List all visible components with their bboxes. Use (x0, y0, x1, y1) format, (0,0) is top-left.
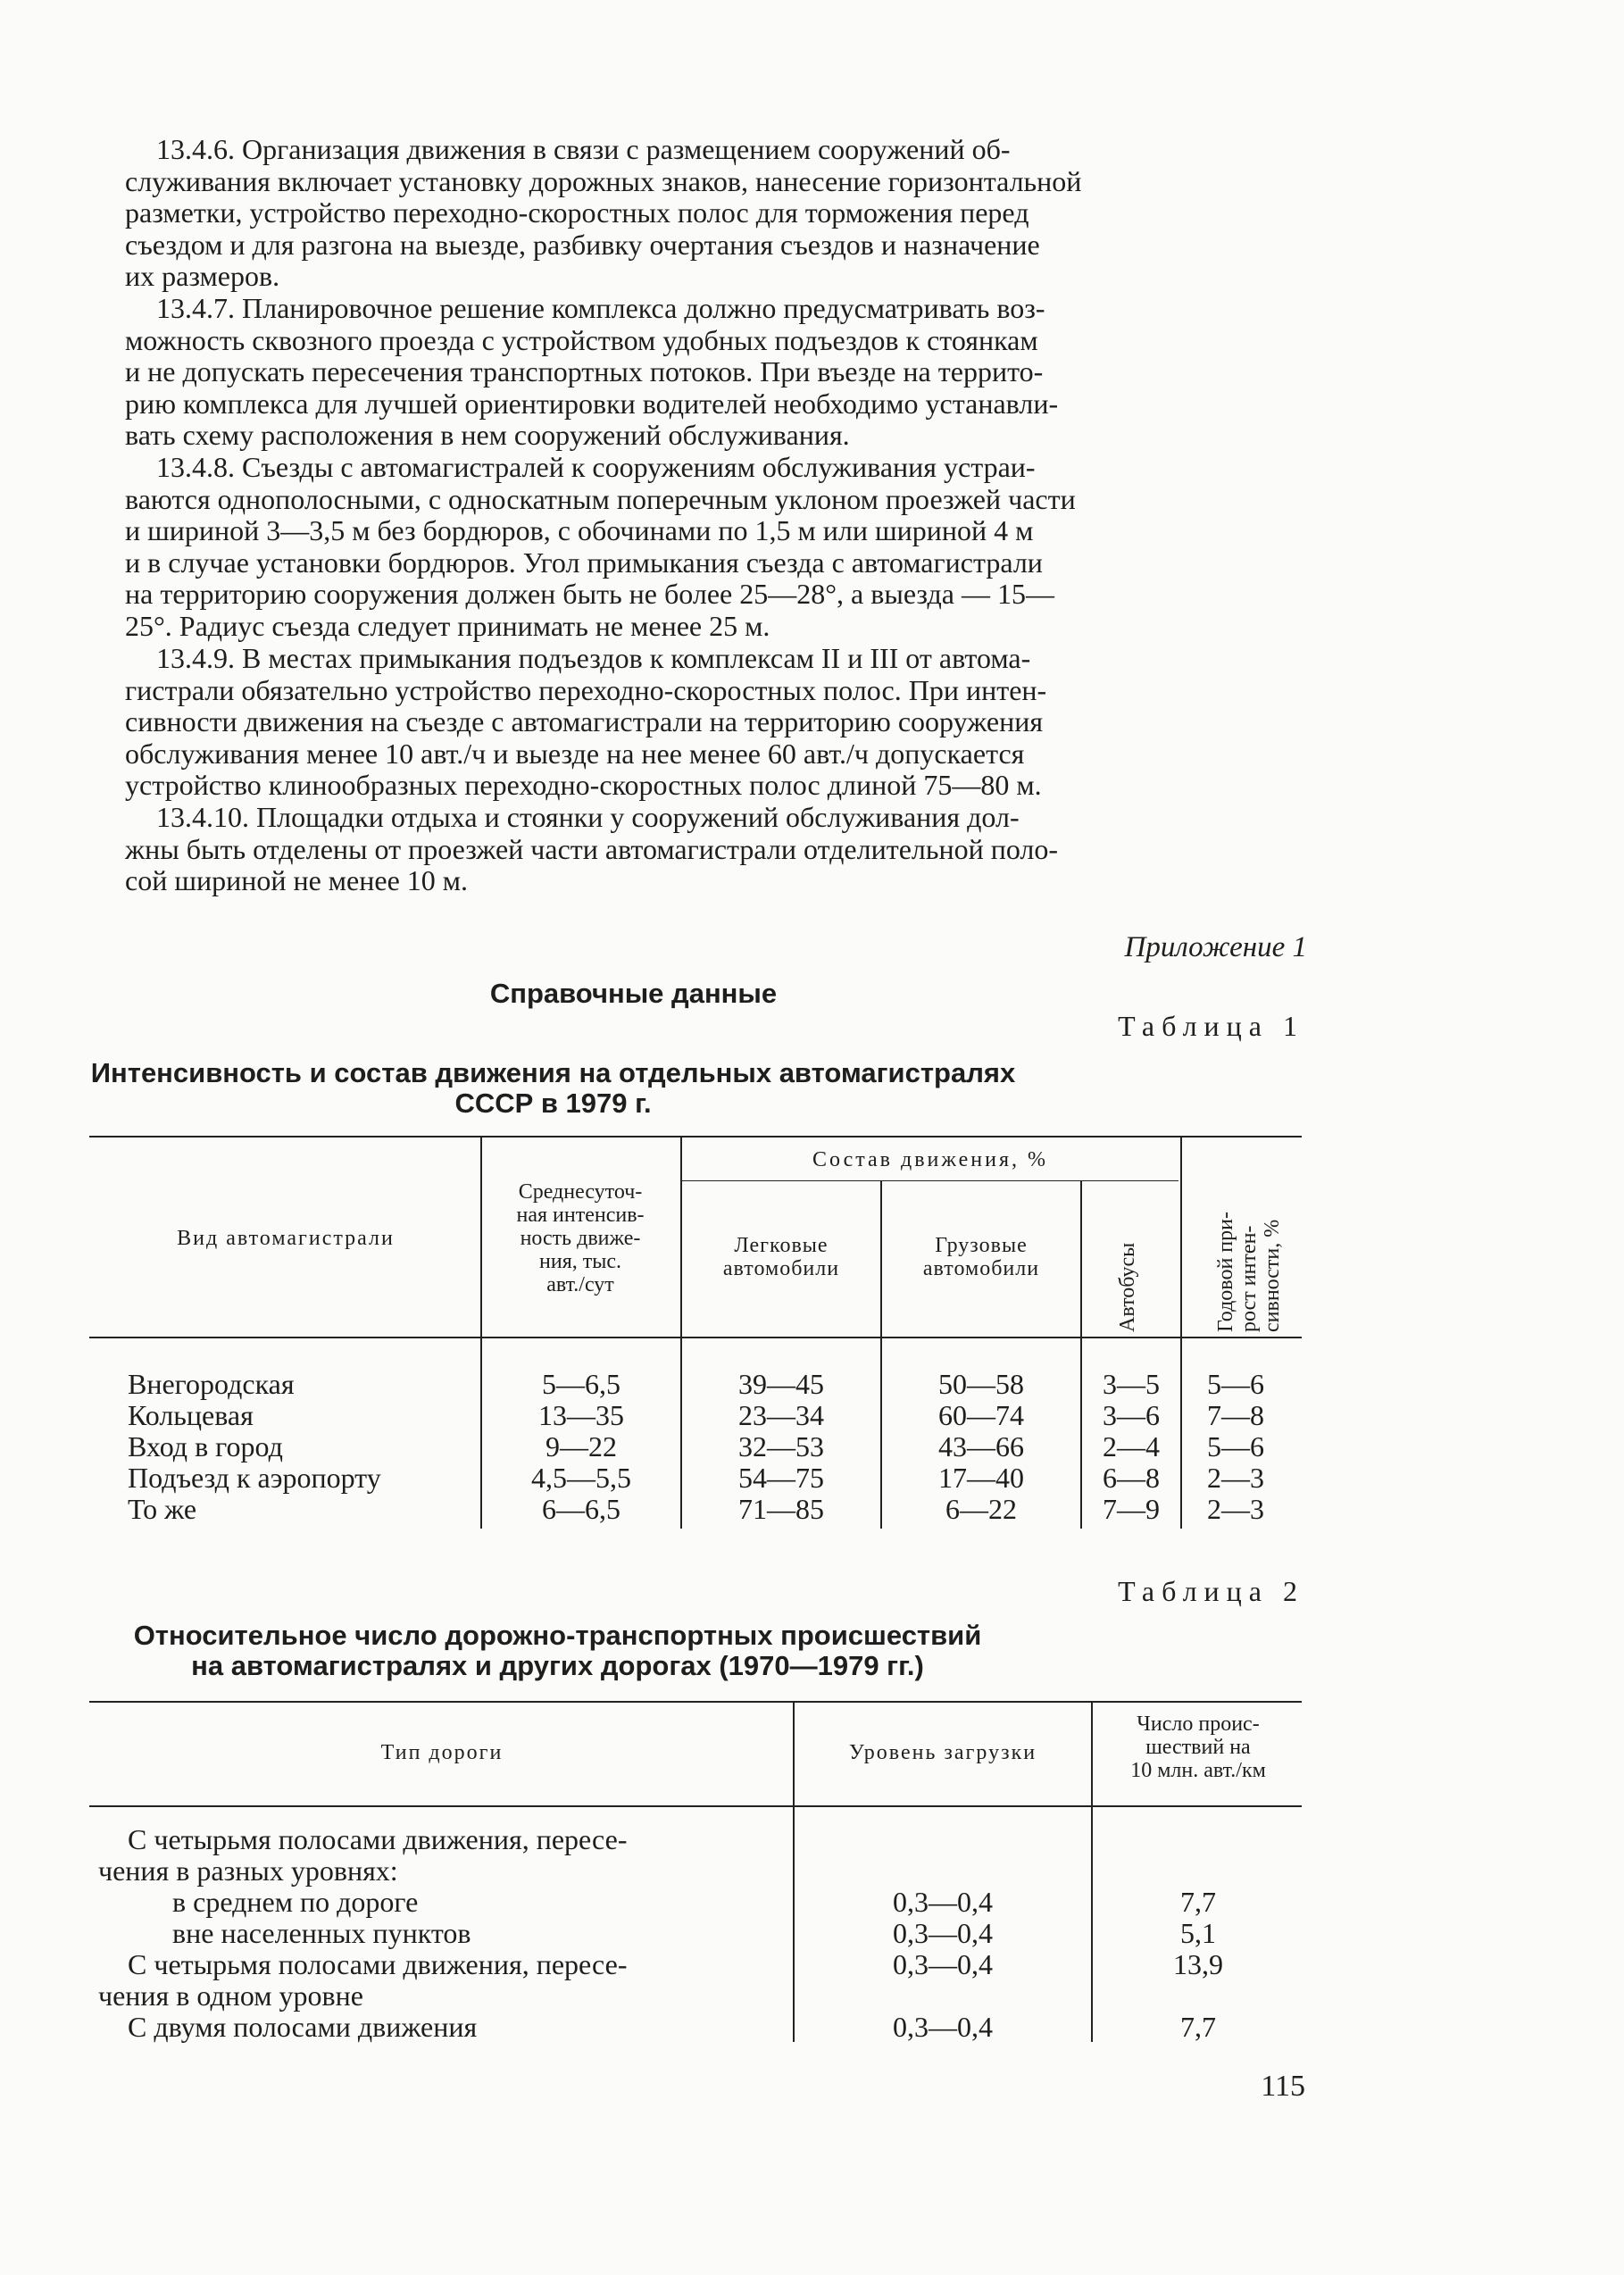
line: и не допускать пересечения транспортных потоков. При въезде на террито- (125, 355, 1044, 388)
table1-header-buses: Автобусы (1116, 1242, 1139, 1332)
line: на территорию сооружения должен быть не более 25—28°, а выезда — 15— (125, 578, 1054, 611)
line: их размеров. (125, 260, 280, 293)
line: разметки, устройство переходно-скоростных полос для торможения перед (125, 196, 1029, 229)
road-type-cell: чения в разных уровнях: (98, 1854, 398, 1887)
load-cell: 0,3—0,4 (893, 1886, 993, 1918)
line: жны быть отделены от проезжей части автомагистрали отделительной поло- (125, 832, 1059, 865)
intensity-cell: 13—35 (538, 1399, 624, 1431)
table1-header-rule (89, 1337, 1302, 1338)
intensity-cell: 5—6,5 (542, 1368, 620, 1400)
line: сой шириной не менее 10 м. (125, 864, 469, 897)
road-type-cell: Кольцевая (128, 1399, 254, 1431)
accidents-cell: 7,7 (1180, 1886, 1216, 1918)
road-type-cell: Внегородская (128, 1368, 295, 1400)
road-type-cell: чения в одном уровне (98, 1979, 363, 2012)
trucks-cell: 50—58 (938, 1368, 1024, 1400)
cars-cell: 71—85 (738, 1493, 824, 1525)
road-type-cell: С двумя полосами движения (128, 2011, 478, 2043)
line: служивания включает установку дорожных знаков, нанесение горизонтальной (125, 164, 1082, 197)
line: и шириной 3—3,5 м без бордюров, с обочинами по 1,5 м или шириной 4 м (125, 514, 1034, 547)
paragraph-13-4-6 (125, 134, 1310, 293)
growth-cell: 5—6 (1207, 1368, 1264, 1400)
road-type-cell: С четырьмя полосами движения, пересе- (128, 1823, 628, 1855)
buses-cell: 7—9 (1103, 1493, 1160, 1525)
table2-header-load: Уровень загрузки (848, 1741, 1037, 1764)
growth-cell: 5—6 (1207, 1430, 1264, 1462)
table2-header-rule (89, 1805, 1302, 1807)
line: гистрали обязательно устройство переходно-скоростных полос. При интен- (125, 673, 1047, 706)
trucks-cell: 43—66 (938, 1430, 1024, 1462)
trucks-cell: 17—40 (938, 1462, 1024, 1494)
intensity-cell: 4,5—5,5 (531, 1462, 631, 1494)
growth-cell: 2—3 (1207, 1462, 1264, 1494)
paragraph-13-4-9 (125, 643, 1310, 802)
table2-title (0, 1621, 1370, 1681)
section-title: Справочные данные (489, 978, 778, 1009)
buses-cell: 3—5 (1103, 1368, 1160, 1400)
table1-title-line2: СССР в 1979 г. (454, 1088, 652, 1119)
trucks-cell: 6—22 (945, 1493, 1017, 1525)
buses-cell: 2—4 (1103, 1430, 1160, 1462)
cars-cell: 23—34 (738, 1399, 824, 1431)
table1-header-growth: Годовой при- рост интен- сивности, % (1214, 1212, 1284, 1332)
line: можность сквозного проезда с устройством удобных подъездов к стоянкам (125, 323, 1038, 356)
trucks-cell: 60—74 (938, 1399, 1024, 1431)
table2-title-line1: Относительное число дорожно-транспортных происшествий (133, 1620, 982, 1651)
road-type-cell: вне населенных пунктов (172, 1917, 471, 1949)
cars-cell: 54—75 (738, 1462, 824, 1494)
road-type-cell: С четырьмя полосами движения, пересе- (128, 1948, 628, 1980)
road-type-cell: в среднем по дороге (172, 1886, 419, 1918)
table1-title-line1: Интенсивность и состав движения на отдельных автомагистралях (90, 1057, 1016, 1088)
line: обслуживания менее 10 авт./ч и выезде на нее менее 60 авт./ч допускается (125, 737, 1025, 770)
road-type-cell: Подъезд к аэропорту (128, 1462, 381, 1494)
road-type-cell: Вход в город (128, 1430, 283, 1462)
buses-cell: 6—8 (1103, 1462, 1160, 1494)
table1-header-cars: Легковые автомобили (722, 1234, 840, 1280)
table2-header-accidents: Число проис- шествий на 10 млн. авт./км (1130, 1712, 1266, 1782)
line: 13.4.10. Площадки отдыха и стоянки у сооружений обслуживания дол- (156, 801, 1020, 833)
line: рию комплекса для лучшей ориентировки водителей необходимо устанавли- (125, 387, 1059, 420)
page-number: 115 (1261, 2070, 1305, 2103)
table1-top-rule (89, 1136, 1302, 1138)
growth-cell: 2—3 (1207, 1493, 1264, 1525)
table2-header-road-type: Тип дороги (380, 1741, 504, 1764)
appendix-label: Приложение 1 (1124, 931, 1307, 963)
intensity-cell: 9—22 (545, 1430, 617, 1462)
road-type-cell: То же (128, 1493, 197, 1525)
table1-composition-rule (680, 1180, 1178, 1181)
growth-cell: 7—8 (1207, 1399, 1264, 1431)
accidents-cell: 5,1 (1180, 1917, 1216, 1949)
table1-label: Таблица 1 (1118, 1010, 1304, 1042)
paragraph-13-4-10 (125, 802, 1310, 897)
accidents-cell: 7,7 (1180, 2011, 1216, 2043)
line: съездом и для разгона на выезде, разбивку очертания съездов и назначение (125, 228, 1040, 261)
cars-cell: 39—45 (738, 1368, 824, 1400)
buses-cell: 3—6 (1103, 1399, 1160, 1431)
line: сивности движения на съезде с автомагистрали на территорию сооружения (125, 705, 1044, 738)
table2-label: Таблица 2 (1118, 1575, 1304, 1607)
line: ваются однополосными, с односкатным поперечным уклоном проезжей части (125, 482, 1076, 515)
table2-top-rule (89, 1701, 1302, 1703)
line: вать схему расположения в нем сооружений обслуживания. (125, 419, 850, 452)
table1-header-composition: Состав движения, % (812, 1148, 1049, 1171)
line: 13.4.9. В местах примыкания подъездов к комплексам II и III от автома- (156, 642, 1031, 674)
paragraph-13-4-7 (125, 293, 1310, 452)
load-cell: 0,3—0,4 (893, 1948, 993, 1980)
line: устройство клинообразных переходно-скоростных полос длиной 75—80 м. (125, 769, 1042, 802)
table2-title-line2: на автомагистралях и других дорогах (1970—1979 гг.) (191, 1650, 924, 1681)
table1-title (0, 1058, 1365, 1119)
load-cell: 0,3—0,4 (893, 2011, 993, 2043)
intensity-cell: 6—6,5 (542, 1493, 620, 1525)
load-cell: 0,3—0,4 (893, 1917, 993, 1949)
paragraph-13-4-8 (125, 452, 1310, 643)
cars-cell: 32—53 (738, 1430, 824, 1462)
line: 13.4.8. Съезды с автомагистралей к сооружениям обслуживания устраи- (156, 451, 1036, 483)
table1-header-trucks: Грузовые автомобили (922, 1234, 1040, 1280)
line: 13.4.6. Организация движения в связи с размещением сооружений об- (156, 133, 1011, 165)
line: и в случае установки бордюров. Угол примыкания съезда с автомагистрали (125, 546, 1043, 579)
accidents-cell: 13,9 (1173, 1948, 1223, 1980)
table1-header-intensity: Среднесуточ- ная интенсив- ность движе- ния, тыс. авт./сут (516, 1180, 645, 1296)
line: 25°. Радиус съезда следует принимать не менее 25 м. (125, 609, 770, 642)
table1-header-road-type: Вид автомагистрали (177, 1227, 395, 1250)
line: 13.4.7. Планировочное решение комплекса должно предусматривать воз- (156, 292, 1045, 324)
